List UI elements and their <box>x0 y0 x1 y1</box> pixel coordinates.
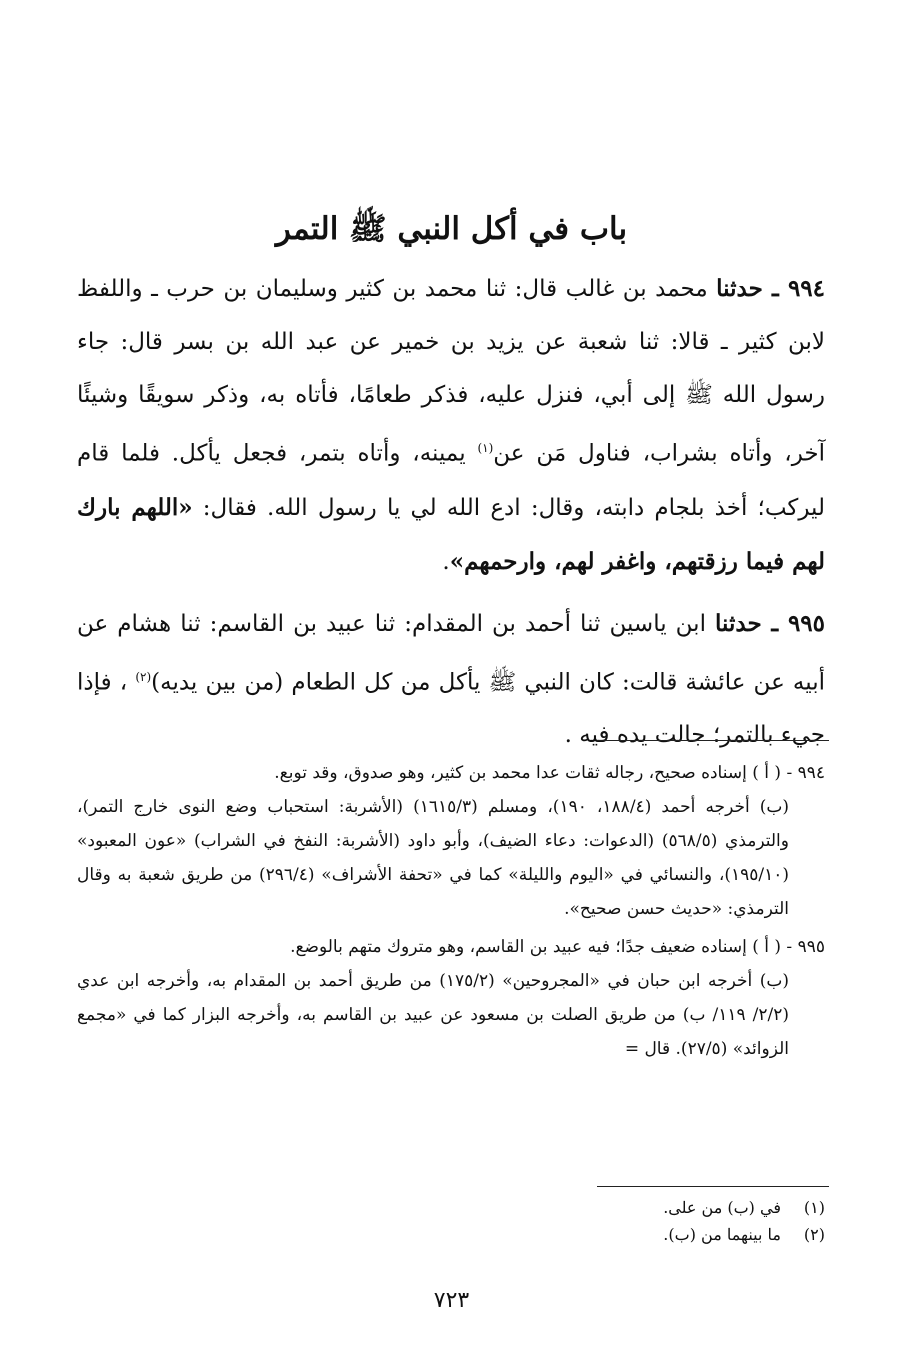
footnote-1 <box>77 1194 825 1221</box>
footnote-marker[interactable]: (١) <box>477 441 494 455</box>
note-sub: (ب) أخرجه أحمد (١٨٨/٤، ١٩٠)، ومسلم (١٦١٥/٣) (الأشربة: استحباب وضع النوى خارج التمر)، والترمذي (٥٦٨/٥) (الدعوات: دعاء الضيف)، وأبو داود (الأشربة: النفخ في الشراب) «عون المعبود» (١٩٥/١٠)، والنسائي في «اليوم والليلة» كما في «تحفة الأشراف» (٢٩٦/٤) من طريق شعبة به وقال الترمذي: «حديث حسن صحيح». <box>77 797 790 919</box>
note-sub: (ب) أخرجه ابن حبان في «المجروحين» (١٧٥/٢) من طريق أحمد بن المقدام به، وأخرجه ابن عدي (٢/٢/ ١١٩/ ب) من طريق الصلت بن مسعود عن عبيد بن القاسم به، وأخرجه البزار كما في «مجمع الزوائد» (٢٧/٥). قال = <box>77 971 789 1059</box>
hadith-text: ابن ياسين ثنا أحمد بن المقدام: ثنا عبيد بن القاسم: ثنا هشام عن أبيه عن عائشة قالت: كان النبي ﷺ يأكل من كل الطعام (من بين يديه) <box>77 610 825 696</box>
footnote-number: (٢) <box>803 1225 825 1244</box>
footnotes-divider <box>597 1186 829 1187</box>
hadith-995 <box>77 597 825 763</box>
page-number: ٧٢٣ <box>433 1288 470 1313</box>
footnote-number: (١) <box>803 1198 825 1217</box>
note-995 <box>77 930 825 1066</box>
main-text <box>77 262 825 770</box>
hadith-text-continued: يمينه، وأتاه بتمر، فجعل يأكل. فلما قام ليركب؛ أخذ بلجام دابته، وقال: ادع الله لي يا رسول الله. فقال: <box>77 440 825 521</box>
chapter-title: باب في أكل النبي ﷺ التمر <box>275 211 628 247</box>
hadith-number: ٩٩٤ ـ حدثنا <box>716 275 825 302</box>
hadith-text-continued: ، فإذا جيء بالتمر؛ جالت يده فيه . <box>77 669 825 749</box>
hadith-text: محمد بن غالب قال: ثنا محمد بن كثير وسليمان بن حرب ـ واللفظ لابن كثير ـ قالا: ثنا شعبة عن يزيد بن خمير عن عبد الله بن بسر قال: جاء رسول الله ﷺ إلى أبي، فنزل عليه، فذكر طعامًا، فأتاه به، وذكر سويقًا وشيئًا آخر، وأتاه بشراب، فناول مَن عن <box>77 276 825 467</box>
takhrij-notes <box>77 756 825 1070</box>
footnote-marker[interactable]: (٢) <box>135 669 152 684</box>
note-head: ٩٩٤ - ( أ ) إسناده صحيح، رجاله ثقات عدا محمد بن كثير، وهو صدوق، وقد توبع. <box>274 763 825 783</box>
notes-divider <box>597 740 829 741</box>
footnote-2 <box>77 1221 825 1248</box>
note-994 <box>77 756 825 926</box>
hadith-end: . <box>442 548 450 575</box>
footnotes <box>77 1194 825 1248</box>
hadith-number: ٩٩٥ ـ حدثنا <box>715 609 825 637</box>
hadith-994 <box>77 262 825 589</box>
hadith-quote: «اللهم بارك لهم فيما رزقتهم، واغفر لهم، وارحمهم» <box>77 493 825 575</box>
note-head: ٩٩٥ - ( أ ) إسناده ضعيف جدًا؛ فيه عبيد بن القاسم، وهو متروك متهم بالوضع. <box>290 937 825 957</box>
footnote-text: ما بينهما من (ب). <box>663 1225 781 1244</box>
footnote-text: في (ب) من على. <box>663 1198 781 1217</box>
